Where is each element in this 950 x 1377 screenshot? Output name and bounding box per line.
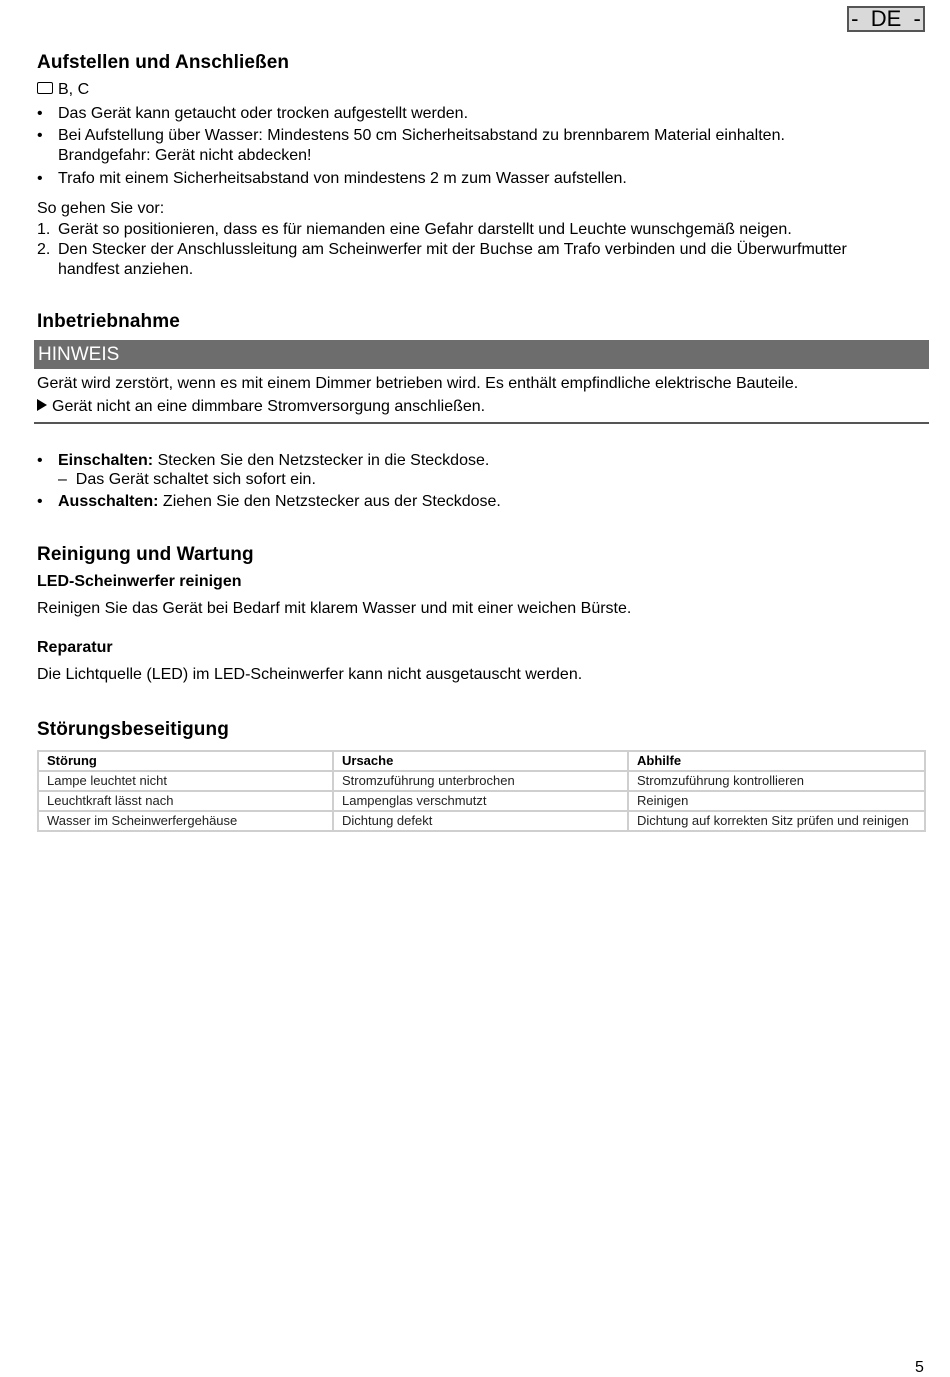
paragraph: Die Lichtquelle (LED) im LED-Scheinwerfer kann nicht ausgetauscht werden. [37, 666, 583, 683]
table-cell: Reinigen [628, 791, 925, 811]
notice-divider [34, 422, 929, 424]
bullet-icon: • [37, 452, 43, 469]
bullet-icon: • [37, 127, 43, 144]
section-title-troubleshooting: Störungsbeseitigung [37, 719, 229, 740]
list-item-text: Das Gerät kann getaucht oder trocken aufgestellt werden. [58, 105, 469, 122]
figure-reference [37, 80, 89, 100]
table-header: Störung [38, 751, 333, 771]
list-item-text: Trafo mit einem Sicherheitsabstand von mindestens 2 m zum Wasser aufstellen. [58, 170, 627, 187]
switch-on-text: Stecken Sie den Netzstecker in die Steckdose. [153, 452, 490, 469]
section-title-operation: Inbetriebnahme [37, 311, 180, 332]
table-cell: Dichtung auf korrekten Sitz prüfen und reinigen [628, 811, 925, 831]
arrow-right-icon [37, 399, 47, 411]
bullet-icon: • [37, 105, 43, 122]
step-text: handfest anziehen. [58, 261, 194, 278]
dash-icon: – [58, 471, 67, 488]
table-cell: Wasser im Scheinwerfergehäuse [38, 811, 333, 831]
list-item-text [58, 451, 898, 471]
switch-off-label: Ausschalten: [58, 493, 159, 510]
step-number: 2. [37, 241, 51, 258]
section-title-cleaning: Reinigung und Wartung [37, 544, 254, 565]
list-item-text [58, 492, 898, 512]
page-number: 5 [915, 1359, 924, 1376]
troubleshooting-table [37, 750, 926, 832]
switch-on-label: Einschalten: [58, 452, 154, 469]
switch-on-result: Das Gerät schaltet sich sofort ein. [75, 471, 316, 488]
table-cell: Lampenglas verschmutzt [333, 791, 628, 811]
table-row [38, 811, 925, 831]
table-cell: Stromzuführung unterbrochen [333, 771, 628, 791]
list-item-text: Bei Aufstellung über Wasser: Mindestens 50 cm Sicherheitsabstand zu brennbarem Material einhalten. [58, 127, 785, 144]
list-item-text [58, 470, 898, 490]
bullet-icon: • [37, 493, 43, 510]
notice-action-text: Gerät nicht an eine dimmbare Stromversorgung anschließen. [52, 398, 486, 415]
table-cell: Stromzuführung kontrollieren [628, 771, 925, 791]
steps-intro: So gehen Sie vor: [37, 200, 165, 217]
step-text: Den Stecker der Anschlussleitung am Scheinwerfer mit der Buchse am Trafo verbinden und die Überwurfmutter [58, 241, 847, 258]
subsection-title: LED-Scheinwerfer reinigen [37, 573, 242, 590]
bullet-icon: • [37, 170, 43, 187]
table-header-row [38, 751, 925, 771]
step-number: 1. [37, 221, 51, 238]
subsection-title: Reparatur [37, 639, 113, 656]
notice-header: HINWEIS [34, 340, 929, 369]
notice-text: Gerät wird zerstört, wenn es mit einem Dimmer betrieben wird. Es enthält empfindliche elektrische Bauteile. [37, 375, 799, 392]
figure-box-icon [37, 82, 53, 94]
section-title-setup: Aufstellen und Anschließen [37, 52, 290, 73]
switch-off-text: Ziehen Sie den Netzstecker aus der Steckdose. [158, 493, 501, 510]
table-header: Abhilfe [628, 751, 925, 771]
notice-action [37, 397, 485, 417]
figure-reference-text: B, C [58, 81, 90, 98]
table-cell: Lampe leuchtet nicht [38, 771, 333, 791]
table-row [38, 771, 925, 791]
paragraph: Reinigen Sie das Gerät bei Bedarf mit klarem Wasser und mit einer weichen Bürste. [37, 600, 632, 617]
table-cell: Leuchtkraft lässt nach [38, 791, 333, 811]
step-text: Gerät so positionieren, dass es für niemanden eine Gefahr darstellt und Leuchte wunschgemäß neigen. [58, 221, 792, 238]
language-badge: - DE - [847, 6, 925, 32]
table-cell: Dichtung defekt [333, 811, 628, 831]
list-item-text: Brandgefahr: Gerät nicht abdecken! [58, 147, 312, 164]
table-header: Ursache [333, 751, 628, 771]
table-row [38, 791, 925, 811]
